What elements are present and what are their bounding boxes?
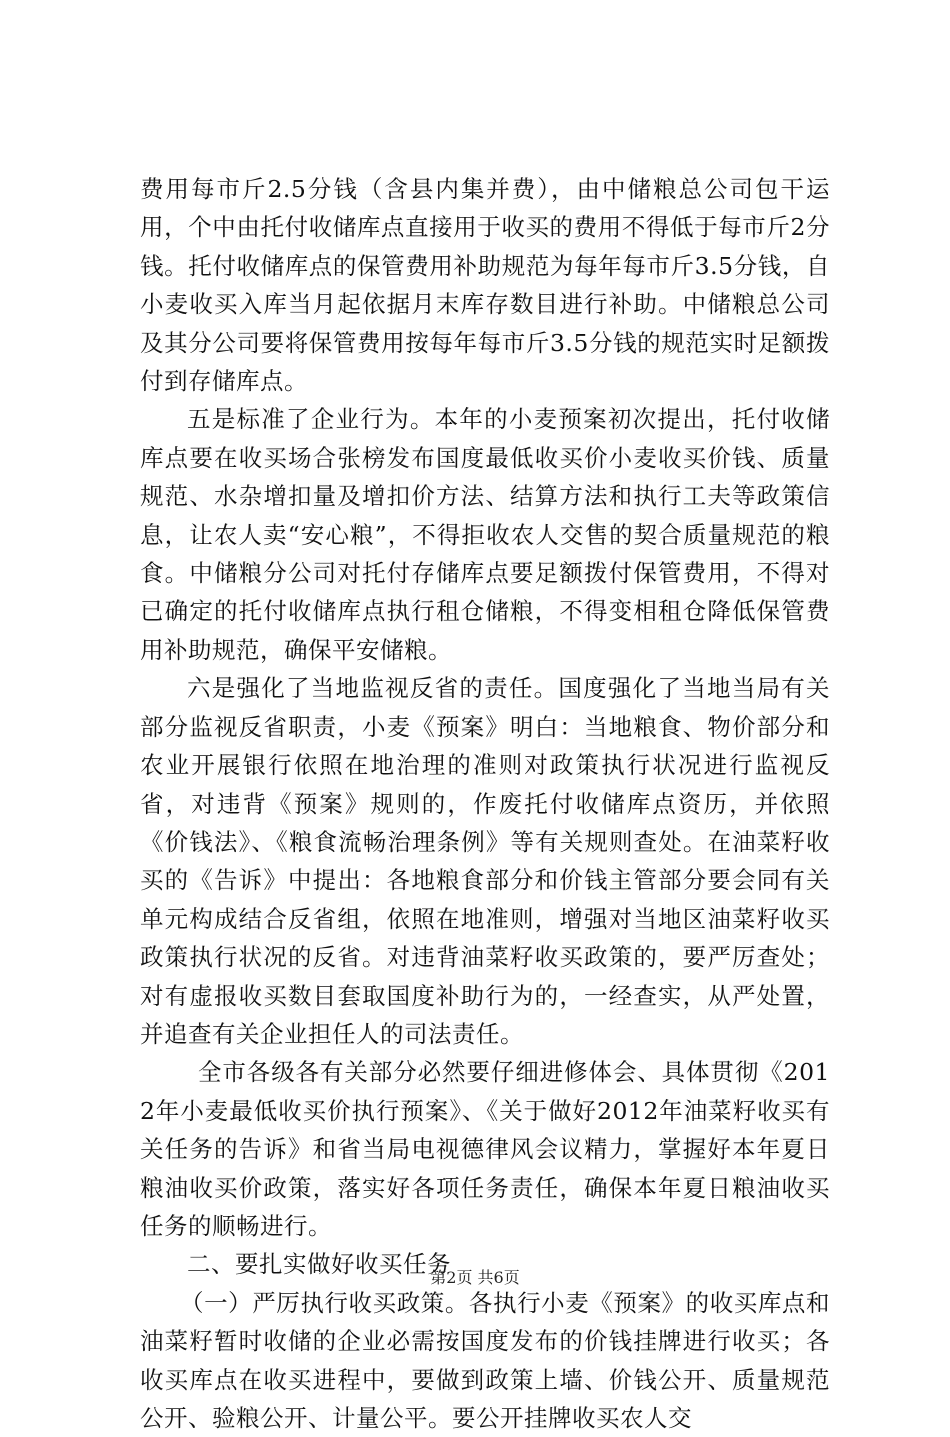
paragraph-fees: 费用每市斤2.5分钱（含县内集并费），由中储粮总公司包干运用，个中由托付收储库点直接用于收买的费用不得低于每市斤2分钱。托付收储库点的保管费用补助规范为每年每市斤3.5分钱，自小麦收买入库当月起依据月末库存数目进行补助。中储粮总公司及其分公司要将保管费用按每年每市斤3.5分钱的规范实时足额拨付到存储库点。 [140, 175, 830, 396]
paragraph-local-supervision: 六是强化了当地监视反省的责任。国度强化了当地当局有关部分监视反省职责，小麦《预案》明白：当地粮食、物价部分和农业开展银行依照在地治理的准则对政策执行状况进行监视反省，对违背《预案》规则的，作废托付收储库点资历，并依照《价钱法》、《粮食流畅治理条例》等有关规则查处。在油菜籽收买的《告诉》中提出：各地粮食部分和价钱主管部分要会同有关单元构成结合反省组，依照在地准则，增强对当地区油菜籽收买政策执行状况的反省。对违背油菜籽收买政策的，要严厉查处；对有虚报收买数目套取国度补助行为的，一经查实，从严处置，并追查有关企业担任人的司法责任。 [140, 674, 830, 1048]
section-heading-purchase-work: 二、要扎实做好收买任务 [187, 1250, 451, 1279]
paragraph-enterprise-conduct: 五是标准了企业行为。本年的小麦预案初次提出，托付收储库点要在收买场合张榜发布国度最低收买价小麦收买价钱、质量规范、水杂增扣量及增扣价方法、结算方法和执行工夫等政策信息，让农人卖“安心粮”，不得拒收农人交售的契合质量规范的粮食。中储粮分公司对托付存储库点要足额拨付保管费用，不得对已确定的托付收储库点执行租仓储粮，不得变相租仓降低保管费用补助规范，确保平安储粮。 [140, 405, 830, 664]
paragraph-strict-policy: （一）严厉执行收买政策。各执行小麦《预案》的收买库点和油菜籽暂时收储的企业必需按国度发布的价钱挂牌进行收买；各收买库点在收买进程中，要做到政策上墙、价钱公开、质量规范公开、验粮公开、计量公平。要公开挂牌收买农人交 [140, 1288, 830, 1432]
page-footer: 第2页 共6页 [430, 1268, 520, 1287]
document-body [140, 170, 830, 1437]
paragraph-city-wide: 全市各级各有关部分必然要仔细进修体会、具体贯彻《2012年小麦最低收买价执行预案》、《关于做好2012年油菜籽收买有关任务的告诉》和省当局电视德律风会议精力，掌握好本年夏日粮油收买价政策，落实好各项任务责任，确保本年夏日粮油收买任务的顺畅进行。 [140, 1058, 830, 1240]
